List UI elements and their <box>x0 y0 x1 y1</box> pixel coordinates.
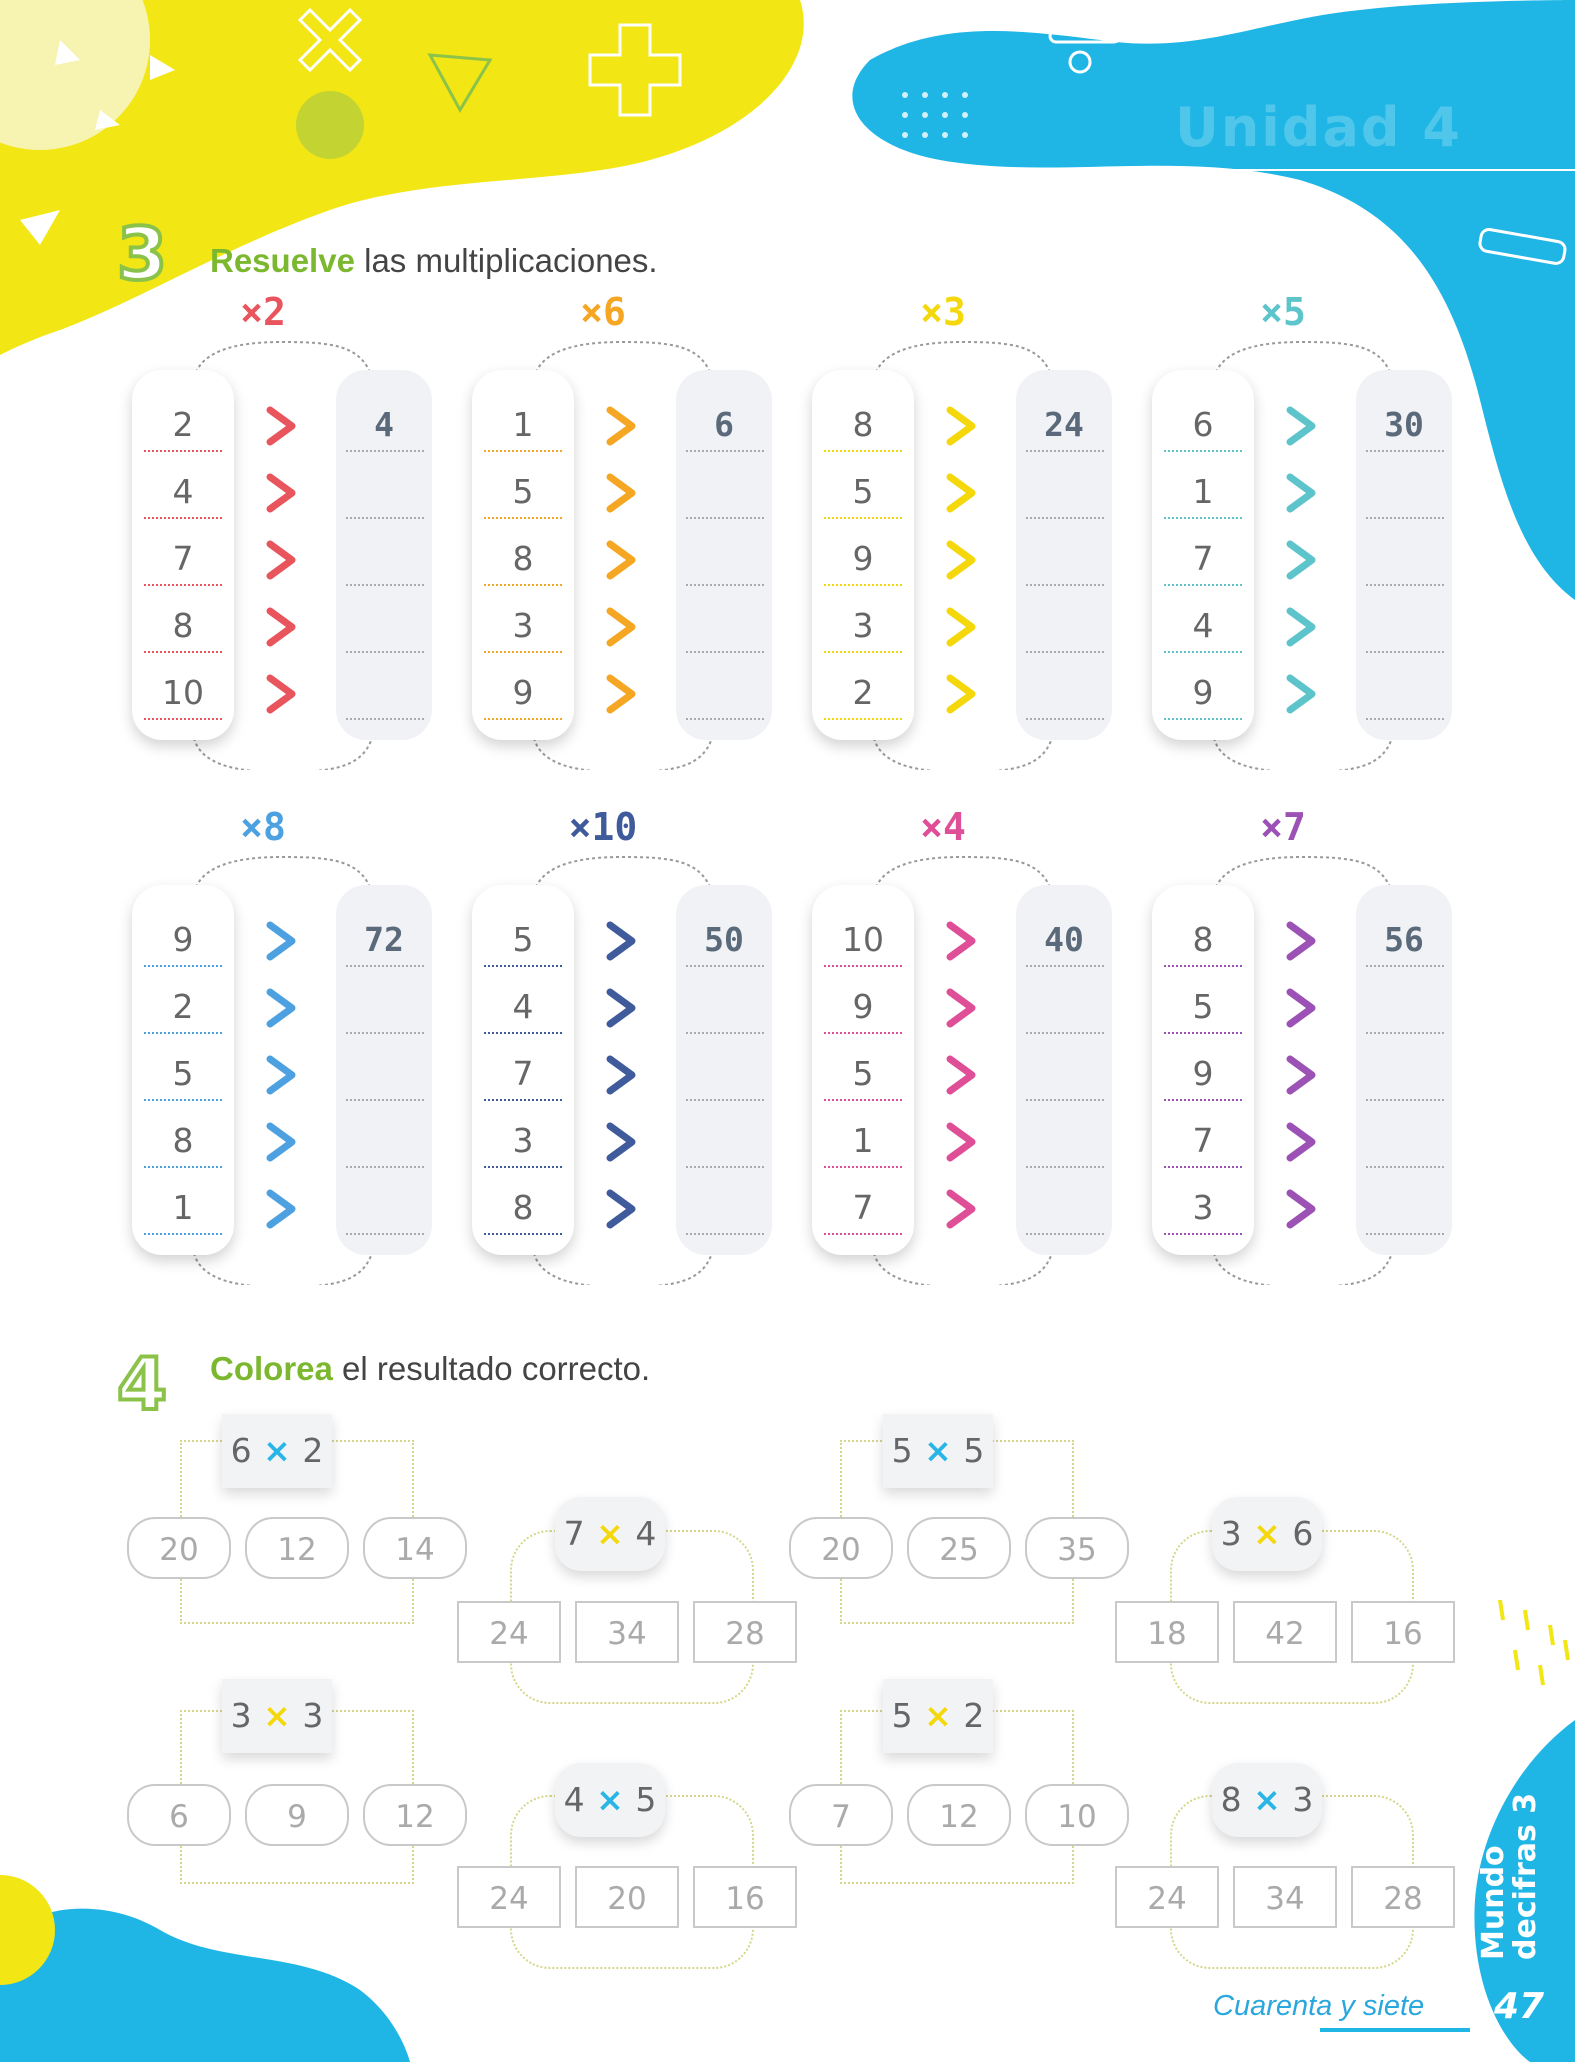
result-underline <box>346 1032 424 1034</box>
input-number: 9 <box>852 987 874 1026</box>
input-number: 10 <box>162 673 204 712</box>
input-number: 5 <box>852 1054 874 1093</box>
input-number: 4 <box>172 472 194 511</box>
input-underline <box>144 1032 222 1034</box>
multiplication-question <box>1212 1763 1322 1837</box>
chevron-right-icon <box>264 674 298 714</box>
factor-a: 8 <box>1220 1780 1242 1819</box>
result-answer-field[interactable] <box>684 1183 764 1239</box>
chevron-right-icon <box>944 473 978 513</box>
chevron-right-icon <box>604 406 638 446</box>
answer-option[interactable]: 14 <box>363 1517 467 1579</box>
result-answer-field[interactable] <box>1024 534 1104 590</box>
answer-option[interactable]: 9 <box>245 1784 349 1846</box>
chevron-right-icon <box>1284 921 1318 961</box>
answer-option[interactable]: 42 <box>1233 1601 1337 1663</box>
result-answer-field[interactable] <box>1364 668 1444 724</box>
input-underline <box>1164 517 1242 519</box>
chevron-right-icon <box>604 473 638 513</box>
result-underline <box>1366 1099 1444 1101</box>
multiplication-question <box>883 1414 993 1488</box>
input-number: 3 <box>852 606 874 645</box>
chevron-right-icon <box>604 607 638 647</box>
result-underline <box>346 450 424 452</box>
chevron-right-icon <box>264 473 298 513</box>
input-underline <box>1164 450 1242 452</box>
input-underline <box>824 1166 902 1168</box>
result-underline <box>1026 517 1104 519</box>
page-words: Cuarenta y siete <box>1213 1990 1425 2022</box>
input-number: 7 <box>852 1188 874 1227</box>
input-number: 2 <box>172 987 194 1026</box>
result-underline <box>686 584 764 586</box>
chevron-right-icon <box>264 1189 298 1229</box>
factor-b: 3 <box>1292 1780 1314 1819</box>
input-number: 9 <box>172 920 194 959</box>
result-underline <box>686 718 764 720</box>
result-answer-field[interactable] <box>684 467 764 523</box>
result-answer-field[interactable]: 30 <box>1384 405 1424 444</box>
answer-option[interactable]: 6 <box>127 1784 231 1846</box>
chevron-right-icon <box>944 988 978 1028</box>
multiplier-label: ×2 <box>240 290 286 334</box>
result-answer-field[interactable] <box>344 534 424 590</box>
input-underline <box>1164 965 1242 967</box>
answer-option[interactable]: 7 <box>789 1784 893 1846</box>
times-icon: × <box>912 1431 964 1470</box>
factor-a: 7 <box>563 1514 585 1553</box>
input-number: 7 <box>1192 1121 1214 1160</box>
multiplier-label: ×5 <box>1260 290 1306 334</box>
result-underline <box>686 1166 764 1168</box>
result-underline <box>346 517 424 519</box>
answer-option[interactable]: 28 <box>1351 1866 1455 1928</box>
input-number: 5 <box>172 1054 194 1093</box>
brand-line1: Mundo <box>1476 1845 1511 1960</box>
result-answer-field[interactable] <box>1024 467 1104 523</box>
chevron-right-icon <box>944 540 978 580</box>
multiplication-block <box>812 805 1142 1285</box>
multiplier-label: ×4 <box>920 805 966 849</box>
input-underline <box>144 1233 222 1235</box>
input-underline <box>484 450 562 452</box>
result-answer-field[interactable] <box>1364 982 1444 1038</box>
input-underline <box>484 517 562 519</box>
input-underline <box>144 450 222 452</box>
chevron-right-icon <box>604 674 638 714</box>
result-answer-field[interactable] <box>344 601 424 657</box>
factor-b: 5 <box>963 1431 985 1470</box>
result-underline <box>1366 651 1444 653</box>
input-number: 8 <box>852 405 874 444</box>
input-number: 7 <box>172 539 194 578</box>
factor-a: 5 <box>891 1431 913 1470</box>
exercise-3-instruction <box>210 242 658 280</box>
chevron-right-icon <box>264 1122 298 1162</box>
result-underline <box>1026 1032 1104 1034</box>
input-underline <box>144 718 222 720</box>
input-number: 1 <box>852 1121 874 1160</box>
result-underline <box>686 651 764 653</box>
multiplier-label: ×8 <box>240 805 286 849</box>
input-number: 9 <box>1192 1054 1214 1093</box>
result-underline <box>1026 651 1104 653</box>
input-number: 5 <box>1192 987 1214 1026</box>
exercise-3-number: 3 <box>117 212 168 296</box>
input-number: 7 <box>512 1054 534 1093</box>
result-underline <box>1366 1233 1444 1235</box>
chevron-right-icon <box>944 607 978 647</box>
result-underline <box>1366 517 1444 519</box>
result-answer-field[interactable] <box>684 982 764 1038</box>
times-icon: × <box>251 1431 303 1470</box>
factor-a: 5 <box>891 1696 913 1735</box>
input-number: 4 <box>512 987 534 1026</box>
input-underline <box>144 965 222 967</box>
result-answer-field[interactable] <box>1364 601 1444 657</box>
input-underline <box>824 1099 902 1101</box>
answer-option[interactable]: 20 <box>127 1517 231 1579</box>
input-underline <box>484 1233 562 1235</box>
input-number: 8 <box>172 1121 194 1160</box>
answer-option[interactable]: 20 <box>789 1517 893 1579</box>
result-underline <box>346 1166 424 1168</box>
input-number: 6 <box>1192 405 1214 444</box>
answer-option[interactable]: 24 <box>1115 1866 1219 1928</box>
multiplier-label: ×7 <box>1260 805 1306 849</box>
result-underline <box>686 450 764 452</box>
answer-option[interactable]: 28 <box>693 1601 797 1663</box>
result-answer-field[interactable] <box>1364 467 1444 523</box>
multiplication-question <box>222 1679 332 1753</box>
input-underline <box>144 517 222 519</box>
input-number: 10 <box>842 920 884 959</box>
answer-option[interactable]: 25 <box>907 1517 1011 1579</box>
result-underline <box>346 965 424 967</box>
multiplication-block <box>472 290 802 770</box>
result-underline <box>346 651 424 653</box>
multiplication-question <box>555 1497 665 1571</box>
input-number: 5 <box>512 472 534 511</box>
factor-a: 4 <box>563 1780 585 1819</box>
result-underline <box>686 517 764 519</box>
factor-a: 3 <box>230 1696 252 1735</box>
chevron-right-icon <box>264 406 298 446</box>
result-answer-field[interactable] <box>1364 534 1444 590</box>
input-number: 4 <box>1192 606 1214 645</box>
result-answer-field[interactable]: 40 <box>1044 920 1084 959</box>
result-underline <box>346 1233 424 1235</box>
multiplication-block <box>1152 290 1482 770</box>
factor-b: 2 <box>302 1431 324 1470</box>
input-underline <box>1164 1032 1242 1034</box>
chevron-right-icon <box>264 921 298 961</box>
factor-b: 2 <box>963 1696 985 1735</box>
input-underline <box>144 1166 222 1168</box>
answer-option[interactable]: 20 <box>575 1866 679 1928</box>
multiplication-question <box>555 1763 665 1837</box>
exercise-3-instruction-text: las multiplicaciones. <box>364 242 658 279</box>
result-answer-field[interactable] <box>1364 1049 1444 1105</box>
answer-option[interactable]: 12 <box>907 1784 1011 1846</box>
exercise-4-instruction <box>210 1350 650 1388</box>
result-underline <box>346 1099 424 1101</box>
unit-title: Unidad 4 <box>1175 96 1462 159</box>
input-underline <box>824 517 902 519</box>
chevron-right-icon <box>1284 540 1318 580</box>
result-underline <box>1366 718 1444 720</box>
chevron-right-icon <box>264 540 298 580</box>
chevron-right-icon <box>604 1189 638 1229</box>
input-underline <box>824 1032 902 1034</box>
input-underline <box>484 651 562 653</box>
result-underline <box>1026 1166 1104 1168</box>
answer-option[interactable]: 16 <box>693 1866 797 1928</box>
exercise-4-number: 4 <box>117 1342 168 1426</box>
result-answer-field[interactable] <box>344 1049 424 1105</box>
chevron-right-icon <box>264 1055 298 1095</box>
times-icon: × <box>1241 1780 1293 1819</box>
times-icon: × <box>584 1780 636 1819</box>
exercise-4-instruction-text: el resultado correcto. <box>342 1350 651 1387</box>
input-number: 3 <box>512 1121 534 1160</box>
multiplication-block <box>132 805 462 1285</box>
input-number: 1 <box>1192 472 1214 511</box>
answer-option[interactable]: 24 <box>457 1601 561 1663</box>
result-underline <box>686 1032 764 1034</box>
input-number: 1 <box>172 1188 194 1227</box>
result-answer-field[interactable] <box>684 601 764 657</box>
answer-option[interactable]: 12 <box>363 1784 467 1846</box>
input-number: 8 <box>1192 920 1214 959</box>
exercise-4-keyword: Colorea <box>210 1350 333 1387</box>
answer-option[interactable]: 18 <box>1115 1601 1219 1663</box>
result-answer-field[interactable] <box>344 1183 424 1239</box>
result-answer-field[interactable] <box>344 1116 424 1172</box>
chevron-right-icon <box>944 921 978 961</box>
result-underline <box>1026 1233 1104 1235</box>
chevron-right-icon <box>1284 406 1318 446</box>
answer-option[interactable]: 10 <box>1025 1784 1129 1846</box>
result-answer-field[interactable]: 56 <box>1384 920 1424 959</box>
result-answer-field[interactable]: 6 <box>714 405 734 444</box>
brand-logo <box>1478 1793 1542 1960</box>
result-answer-field[interactable] <box>1024 1116 1104 1172</box>
multiplication-question <box>222 1414 332 1488</box>
multiplication-block <box>132 290 462 770</box>
result-underline <box>686 1233 764 1235</box>
result-underline <box>1026 718 1104 720</box>
factor-a: 3 <box>1220 1514 1242 1553</box>
input-underline <box>484 584 562 586</box>
result-underline <box>1366 1032 1444 1034</box>
chevron-right-icon <box>1284 1055 1318 1095</box>
result-underline <box>1026 584 1104 586</box>
page-number: 47 <box>1494 1986 1545 2027</box>
answer-option[interactable]: 34 <box>1233 1866 1337 1928</box>
result-underline <box>346 584 424 586</box>
chevron-right-icon <box>264 607 298 647</box>
chevron-right-icon <box>944 406 978 446</box>
input-underline <box>824 718 902 720</box>
input-underline <box>484 965 562 967</box>
chevron-right-icon <box>944 1189 978 1229</box>
answer-option[interactable]: 35 <box>1025 1517 1129 1579</box>
result-answer-field[interactable]: 4 <box>374 405 394 444</box>
input-underline <box>1164 651 1242 653</box>
input-number: 7 <box>1192 539 1214 578</box>
result-answer-field[interactable] <box>344 467 424 523</box>
result-answer-field[interactable] <box>1024 982 1104 1038</box>
input-underline <box>484 1032 562 1034</box>
result-answer-field[interactable]: 50 <box>704 920 744 959</box>
multiplier-label: ×3 <box>920 290 966 334</box>
factor-a: 6 <box>230 1431 252 1470</box>
multiplier-label: ×6 <box>580 290 626 334</box>
multiplication-block <box>812 290 1142 770</box>
chevron-right-icon <box>944 1122 978 1162</box>
result-underline <box>1026 1099 1104 1101</box>
multiplication-question <box>883 1679 993 1753</box>
input-number: 2 <box>852 673 874 712</box>
input-underline <box>1164 1099 1242 1101</box>
result-answer-field[interactable] <box>684 668 764 724</box>
multiplication-block <box>472 805 802 1285</box>
result-answer-field[interactable] <box>684 1116 764 1172</box>
input-underline <box>824 651 902 653</box>
answer-option[interactable]: 24 <box>457 1866 561 1928</box>
result-answer-field[interactable] <box>684 534 764 590</box>
input-number: 9 <box>1192 673 1214 712</box>
times-icon: × <box>251 1696 303 1735</box>
input-underline <box>824 965 902 967</box>
input-number: 5 <box>852 472 874 511</box>
input-underline <box>1164 1166 1242 1168</box>
chevron-right-icon <box>604 540 638 580</box>
times-icon: × <box>584 1514 636 1553</box>
answer-option[interactable]: 16 <box>1351 1601 1455 1663</box>
chevron-right-icon <box>1284 988 1318 1028</box>
input-underline <box>1164 584 1242 586</box>
result-underline <box>1366 450 1444 452</box>
chevron-right-icon <box>944 1055 978 1095</box>
brand-line2: decifras 3 <box>1508 1792 1543 1960</box>
chevron-right-icon <box>1284 674 1318 714</box>
factor-b: 6 <box>1292 1514 1314 1553</box>
input-number: 9 <box>512 673 534 712</box>
result-underline <box>1366 965 1444 967</box>
chevron-right-icon <box>604 1122 638 1162</box>
result-answer-field[interactable] <box>1024 668 1104 724</box>
input-number: 9 <box>852 539 874 578</box>
multiplication-block <box>1152 805 1482 1285</box>
result-answer-field[interactable] <box>1024 601 1104 657</box>
factor-b: 4 <box>635 1514 657 1553</box>
result-underline <box>1366 1166 1444 1168</box>
input-number: 5 <box>512 920 534 959</box>
input-underline <box>824 1233 902 1235</box>
chevron-right-icon <box>604 1055 638 1095</box>
input-underline <box>1164 1233 1242 1235</box>
result-answer-field[interactable] <box>1364 1116 1444 1172</box>
input-underline <box>824 584 902 586</box>
answer-option[interactable]: 34 <box>575 1601 679 1663</box>
result-answer-field[interactable] <box>1024 1183 1104 1239</box>
chevron-right-icon <box>944 674 978 714</box>
result-underline <box>346 718 424 720</box>
result-underline <box>686 1099 764 1101</box>
result-answer-field[interactable] <box>344 982 424 1038</box>
input-underline <box>144 1099 222 1101</box>
input-underline <box>484 1166 562 1168</box>
result-answer-field[interactable] <box>1024 1049 1104 1105</box>
answer-option[interactable]: 12 <box>245 1517 349 1579</box>
input-underline <box>144 651 222 653</box>
chevron-right-icon <box>1284 607 1318 647</box>
input-number: 1 <box>512 405 534 444</box>
factor-b: 5 <box>635 1780 657 1819</box>
input-underline <box>144 584 222 586</box>
result-underline <box>686 965 764 967</box>
input-number: 8 <box>172 606 194 645</box>
multiplication-question <box>1212 1497 1322 1571</box>
input-underline <box>484 718 562 720</box>
input-underline <box>1164 718 1242 720</box>
chevron-right-icon <box>604 988 638 1028</box>
chevron-right-icon <box>1284 1122 1318 1162</box>
result-answer-field[interactable] <box>684 1049 764 1105</box>
times-icon: × <box>912 1696 964 1735</box>
times-icon: × <box>1241 1514 1293 1553</box>
input-number: 8 <box>512 1188 534 1227</box>
chevron-right-icon <box>264 988 298 1028</box>
result-answer-field[interactable] <box>344 668 424 724</box>
input-underline <box>484 1099 562 1101</box>
factor-b: 3 <box>302 1696 324 1735</box>
result-underline <box>1026 450 1104 452</box>
input-number: 8 <box>512 539 534 578</box>
chevron-right-icon <box>604 921 638 961</box>
result-answer-field[interactable] <box>1364 1183 1444 1239</box>
input-number: 3 <box>1192 1188 1214 1227</box>
exercise-3-keyword: Resuelve <box>210 242 355 279</box>
input-number: 2 <box>172 405 194 444</box>
input-number: 3 <box>512 606 534 645</box>
result-underline <box>1026 965 1104 967</box>
input-underline <box>824 450 902 452</box>
result-answer-field[interactable]: 72 <box>364 920 404 959</box>
chevron-right-icon <box>1284 1189 1318 1229</box>
result-answer-field[interactable]: 24 <box>1044 405 1084 444</box>
multiplier-label: ×10 <box>568 805 638 849</box>
chevron-right-icon <box>1284 473 1318 513</box>
result-underline <box>1366 584 1444 586</box>
